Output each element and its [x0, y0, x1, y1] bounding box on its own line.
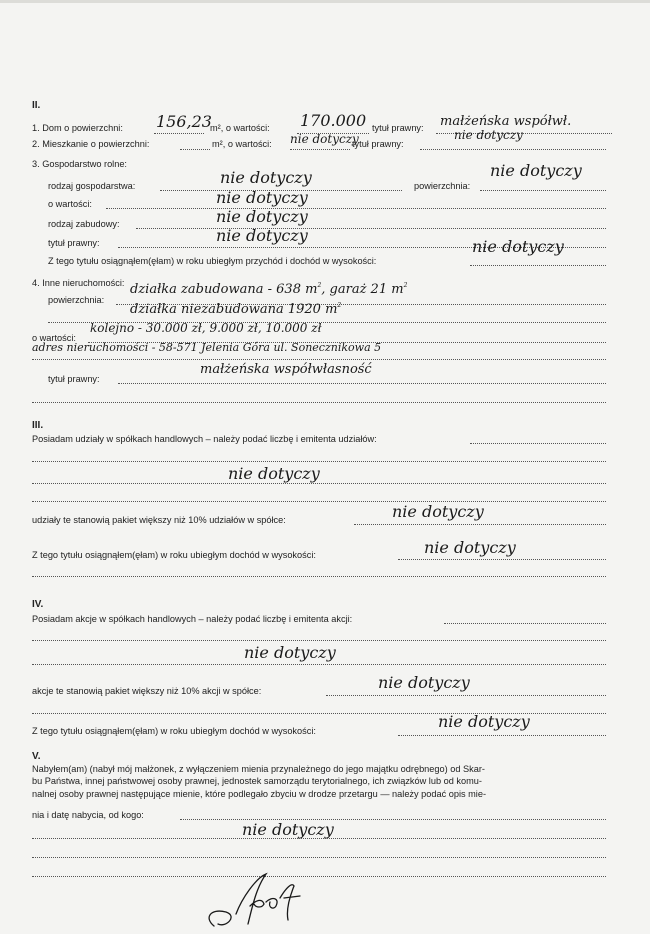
dots: [398, 559, 606, 560]
farm-build-label: rodzaj zabudowy:: [48, 219, 120, 229]
stocks-10pct-answer: nie dotyczy: [378, 673, 470, 692]
dots: [32, 402, 606, 403]
shares-10pct-question: udziały te stanowią pakiet większy niż 10% udziałów w spółce:: [32, 515, 286, 525]
farm-title-value: nie dotyczy: [216, 226, 308, 245]
dots: [32, 501, 606, 502]
other-value-1: kolejno - 30.000 zł, 9.000 zł, 10.000 zł: [90, 321, 322, 335]
shares-10pct-answer: nie dotyczy: [392, 502, 484, 521]
dots: [326, 695, 606, 696]
other-area-value-1: [130, 283, 407, 296]
flat-title-value: nie dotyczy: [454, 128, 523, 142]
dots: [354, 524, 606, 525]
stocks-10pct-question: akcje te stanowią pakiet większy niż 10% akcji w spółce:: [32, 686, 262, 696]
dots: [154, 133, 204, 134]
superscript: 2: [317, 282, 322, 289]
stocks-question: Posiadam akcje w spółkach handlowych – należy podać liczbę i emitenta akcji:: [32, 614, 353, 624]
house-title-label: tytuł prawny:: [372, 123, 424, 133]
house-area-value: 156,23: [156, 112, 212, 131]
house-value: 170.000: [300, 111, 367, 130]
dots: [106, 208, 606, 209]
superscript: 2: [337, 302, 342, 309]
other-area-part-c: działka niezabudowana 1920 m: [130, 302, 338, 317]
other-property-label: 4. Inne nieruchomości:: [32, 278, 125, 288]
acquisition-line-4: nia i datę nabycia, od kogo:: [32, 810, 144, 820]
dots: [32, 838, 606, 839]
superscript: 2: [403, 282, 408, 289]
other-title-label: tytuł prawny:: [48, 374, 100, 384]
other-value-label: o wartości:: [32, 333, 76, 343]
farm-area-value: nie dotyczy: [490, 161, 582, 180]
farm-area-label: powierzchnia:: [414, 181, 471, 191]
shares-income-answer: nie dotyczy: [424, 538, 516, 557]
farm-income-label: Z tego tytułu osiągnąłem(ęłam) w roku ubiegłym przychód i dochód w wysokości:: [48, 256, 377, 266]
shares-question: Posiadam udziały w spółkach handlowych – należy podać liczbę i emitenta udziałów:: [32, 434, 377, 444]
house-title-value: małżeńska współwł.: [440, 114, 572, 129]
dots: [32, 359, 606, 360]
house-label: 1. Dom o powierzchni:: [32, 123, 123, 133]
dots: [32, 461, 606, 462]
farm-type-value: nie dotyczy: [220, 168, 312, 187]
house-unit-label: m², o wartości:: [210, 123, 270, 133]
farm-label: 3. Gospodarstwo rolne:: [32, 159, 127, 169]
other-area-label: powierzchnia:: [48, 295, 105, 305]
dots: [32, 876, 606, 877]
dots: [32, 576, 606, 577]
dots: [32, 483, 606, 484]
farm-build-value: nie dotyczy: [216, 207, 308, 226]
dots: [32, 857, 606, 858]
dots: [470, 265, 606, 266]
other-area-part-b: , garaż 21 m: [321, 282, 404, 297]
dots: [470, 443, 606, 444]
section-iii-heading: III.: [32, 420, 44, 431]
dots: [32, 640, 606, 641]
dots: [136, 228, 606, 229]
acquisition-line-2: bu Państwa, innej państwowej osoby prawnej, jednostek samorządu terytorialnego, ich związków lub od komu-: [32, 776, 482, 787]
section-iv-heading: IV.: [32, 599, 44, 610]
other-title-value: małżeńska współwłasność: [200, 362, 372, 377]
other-value-2: adres nieruchomości - 58-571 Jelenia Góra ul. Sonecznikowa 5: [32, 341, 382, 354]
farm-type-label: rodzaj gospodarstwa:: [48, 181, 136, 191]
acquisition-question: [32, 763, 612, 800]
dots: [480, 190, 606, 191]
dots: [118, 383, 606, 384]
farm-title-label: tytuł prawny:: [48, 238, 100, 248]
farm-value-label: o wartości:: [48, 199, 92, 209]
acquisition-answer: nie dotyczy: [242, 820, 334, 839]
dots: [290, 149, 350, 150]
acquisition-line-3: nalnej osoby prawnej następujące mienie, które podlegało zbyciu w drodze przetargu — należy podać opis mie-: [32, 788, 487, 799]
dots: [32, 664, 606, 665]
dots: [420, 149, 606, 150]
shares-income-label: Z tego tytułu osiągnąłem(ęłam) w roku ubiegłym dochód w wysokości:: [32, 550, 316, 560]
other-area-value-2: [130, 303, 341, 316]
stocks-answer: nie dotyczy: [244, 643, 336, 662]
section-ii-heading: II.: [32, 100, 41, 111]
flat-title-label: tytuł prawny:: [352, 139, 404, 149]
signature-image: [196, 868, 316, 932]
dots: [398, 735, 606, 736]
farm-income-value: nie dotyczy: [472, 237, 564, 256]
stocks-income-answer: nie dotyczy: [438, 712, 530, 731]
dots: [444, 623, 606, 624]
other-area-part-a: działka zabudowana - 638 m: [130, 282, 318, 297]
dots: [180, 149, 210, 150]
section-v-heading: V.: [32, 751, 41, 762]
scan-top-edge: [0, 0, 650, 3]
acquisition-line-1: Nabyłem(am) (nabył mój małżonek, z wyłączeniem mienia przynależnego do jego majątku odrębnego) od Skar-: [32, 764, 485, 774]
flat-label: 2. Mieszkanie o powierzchni:: [32, 139, 150, 149]
farm-value: nie dotyczy: [216, 188, 308, 207]
stocks-income-label: Z tego tytułu osiągnąłem(ęłam) w roku ubiegłym dochód w wysokości:: [32, 726, 316, 736]
flat-unit-label: m², o wartości:: [212, 139, 272, 149]
flat-value: nie dotyczy: [290, 132, 359, 146]
shares-answer: nie dotyczy: [228, 464, 320, 483]
